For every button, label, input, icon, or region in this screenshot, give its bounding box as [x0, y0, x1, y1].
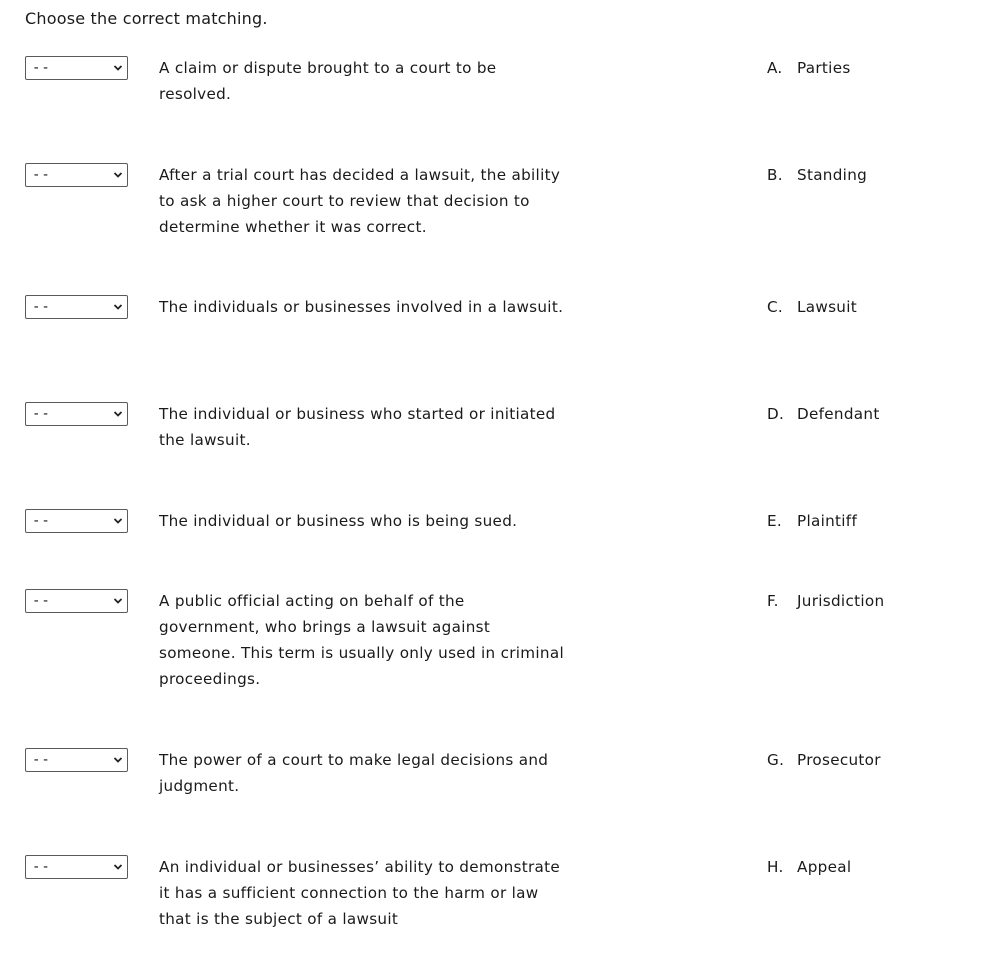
chevron-down-icon [113, 516, 123, 526]
answer-label: Standing [797, 166, 868, 184]
match-select-4[interactable] [25, 402, 128, 426]
answer-letter: D. [767, 405, 785, 423]
match-select-6[interactable] [25, 589, 128, 613]
chevron-down-icon [113, 170, 123, 180]
chevron-down-icon [113, 63, 123, 73]
select-value: -- [32, 167, 51, 183]
select-value: -- [32, 513, 51, 529]
select-value: -- [32, 60, 51, 76]
answer-letter: B. [767, 166, 783, 184]
prompt-text: The individual or business who is being sued. [159, 512, 518, 530]
answer-letter: A. [767, 59, 783, 77]
match-select-7[interactable] [25, 748, 128, 772]
prompt-text: The individual or business who started or initiated the lawsuit. [159, 405, 556, 449]
answer-letter: F. [767, 592, 779, 610]
instructions: Choose the correct matching. [25, 9, 268, 28]
answer-label: Prosecutor [797, 751, 881, 769]
answer-label: Plaintiff [797, 512, 858, 530]
answer-option [767, 401, 880, 427]
match-select-8[interactable] [25, 855, 128, 879]
prompt-text: The power of a court to make legal decisions and judgment. [159, 751, 549, 795]
prompt-text: The individuals or businesses involved in a lawsuit. [159, 298, 564, 316]
answer-option [767, 508, 857, 534]
chevron-down-icon [113, 862, 123, 872]
select-value: -- [32, 593, 51, 609]
prompt-text: An individual or businesses’ ability to demonstrate it has a sufficient connection to the harm or law that is the subject of a lawsuit [159, 858, 561, 928]
chevron-down-icon [113, 596, 123, 606]
answer-option [767, 747, 881, 773]
select-value: -- [32, 859, 51, 875]
chevron-down-icon [113, 409, 123, 419]
answer-letter: G. [767, 751, 785, 769]
answer-label: Appeal [797, 858, 852, 876]
select-value: -- [32, 406, 51, 422]
match-select-5[interactable] [25, 509, 128, 533]
select-value: -- [32, 299, 51, 315]
answer-option [767, 588, 884, 614]
match-select-3[interactable] [25, 295, 128, 319]
answer-letter: H. [767, 858, 784, 876]
answer-label: Defendant [797, 405, 880, 423]
answer-option [767, 162, 867, 188]
prompt-text: A public official acting on behalf of the government, who brings a lawsuit against someone. This term is usually only used in criminal proceedings. [159, 592, 564, 688]
answer-option [767, 55, 851, 81]
match-select-2[interactable] [25, 163, 128, 187]
answer-option [767, 294, 857, 320]
answer-letter: E. [767, 512, 783, 530]
chevron-down-icon [113, 302, 123, 312]
answer-label: Lawsuit [797, 298, 858, 316]
chevron-down-icon [113, 755, 123, 765]
answer-letter: C. [767, 298, 784, 316]
prompt-text: A claim or dispute brought to a court to be resolved. [159, 59, 497, 103]
match-select-1[interactable] [25, 56, 128, 80]
answer-label: Jurisdiction [797, 592, 885, 610]
answer-label: Parties [797, 59, 851, 77]
answer-option [767, 854, 851, 880]
select-value: -- [32, 752, 51, 768]
prompt-text: After a trial court has decided a lawsuit, the ability to ask a higher court to review that decision to determine whether it was correct. [159, 166, 561, 236]
